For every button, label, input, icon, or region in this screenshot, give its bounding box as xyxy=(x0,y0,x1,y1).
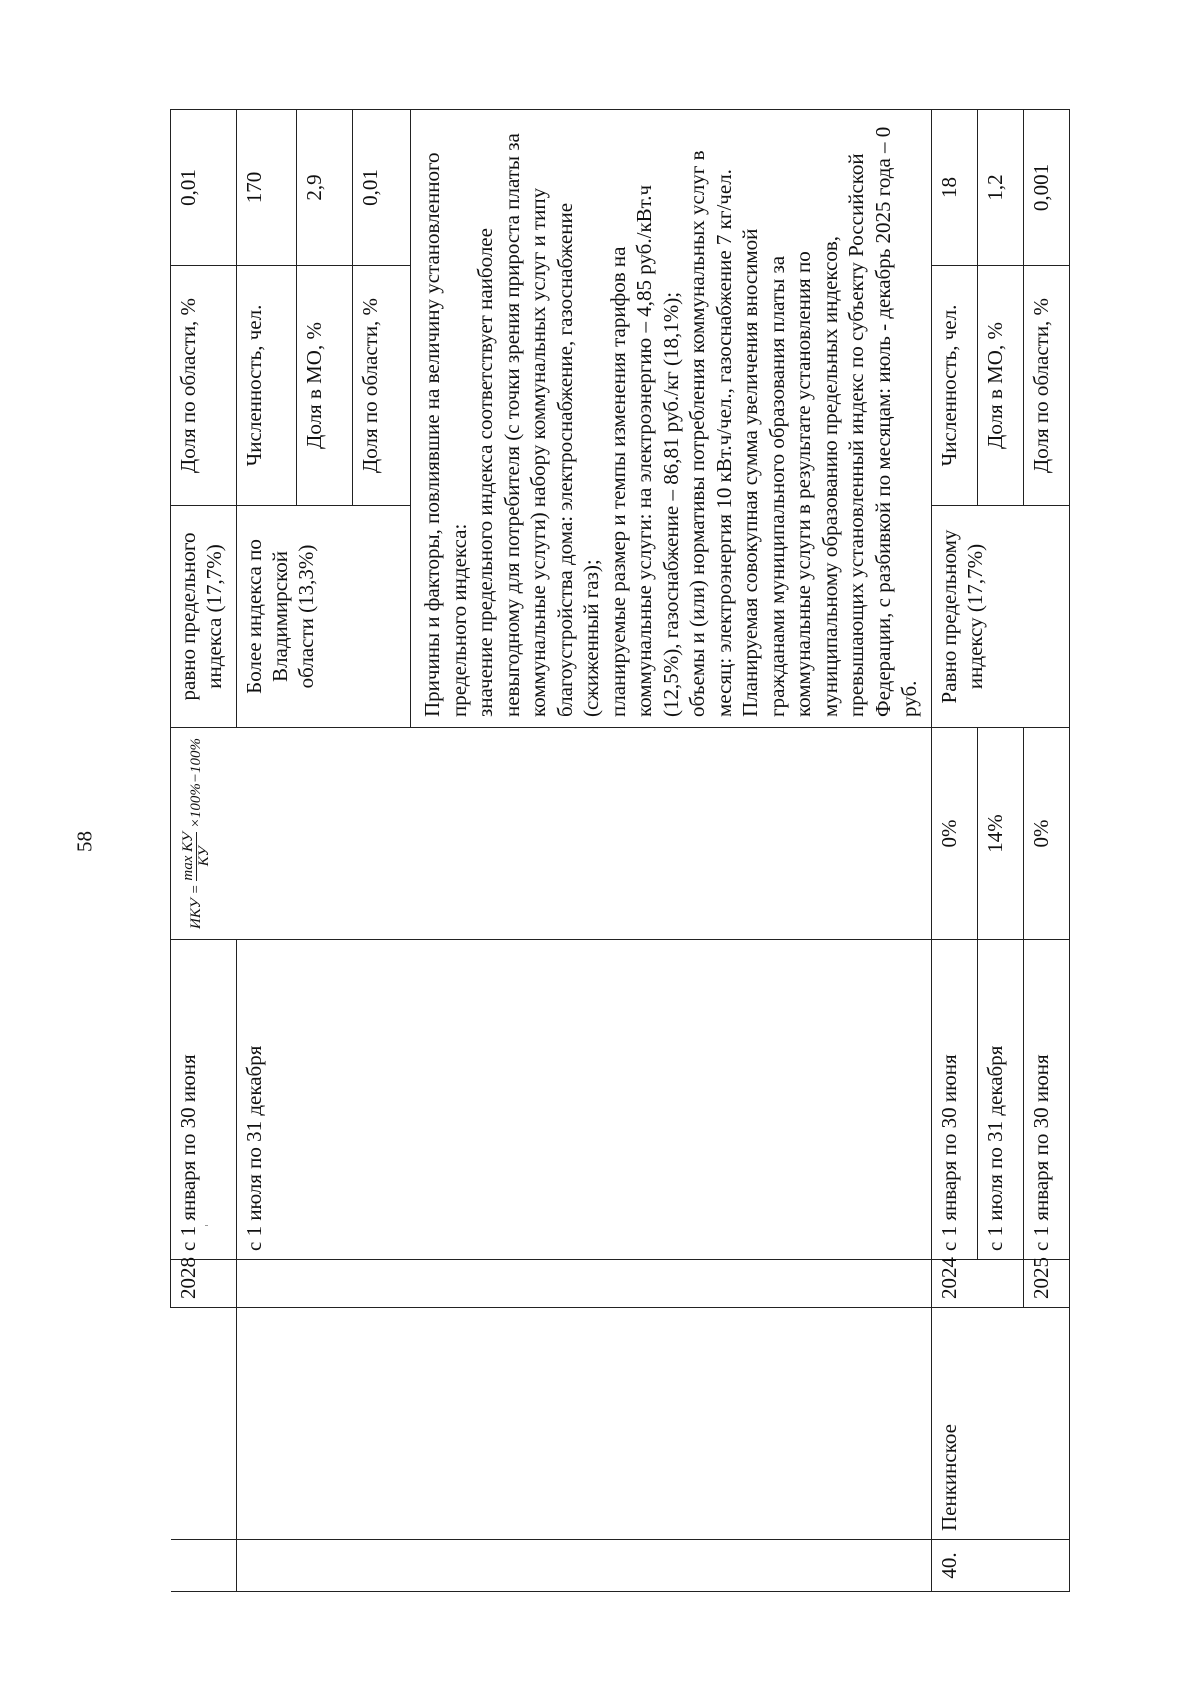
row-number: 40. xyxy=(931,1540,1069,1592)
period-cell: с 1 июля по 31 декабря xyxy=(237,940,932,1260)
reason-paragraph: Планируемая совокупная сумма увеличения вносимой гражданами муниципального образования платы за коммунальные услуги в результате установления по муниципальному образованию предельных индексов, превышающих установленный индекс по субъекту Российской Федерации, с разбивкой по месяцам: июль - декабрь 2025 года – 0 руб. xyxy=(738,126,921,717)
formula-numerator: max КУ xyxy=(180,832,196,881)
cell-empty xyxy=(237,1540,932,1592)
reasons-cell xyxy=(411,110,932,728)
period-cell: с 1 января по 30 июня xyxy=(171,940,237,1260)
metric-cell: Численность, чел. xyxy=(237,266,297,506)
value-cell: 1,2 xyxy=(977,110,1023,266)
cell-empty xyxy=(237,1260,932,1308)
period-cell: с 1 января по 30 июня xyxy=(931,940,977,1260)
value-cell: 170 xyxy=(237,110,297,266)
metric-cell: Доля по области, % xyxy=(1023,266,1069,506)
rotated-table-container xyxy=(170,110,1070,1592)
cell-empty xyxy=(171,1308,237,1540)
metric-cell: Доля по области, % xyxy=(171,266,237,506)
reason-paragraph: значение предельного индекса соответствует наиболее невыгодному для потребителя (с точки зрения прироста платы за коммунальные услуги) набору коммунальных услуг и типу благоустройства дома: электроснабжение, газоснабжение (сжиженный газ); xyxy=(473,133,603,717)
index-value: 0% xyxy=(931,728,977,940)
index-value: 0% xyxy=(1023,728,1069,940)
cell-empty xyxy=(171,1540,237,1592)
formula-lhs: ИКУ xyxy=(187,898,204,929)
formula-fraction xyxy=(181,832,212,881)
condition-cell: равно предельного индекса (17,7%) xyxy=(171,506,237,728)
value-cell: 0,01 xyxy=(353,110,411,266)
period-cell: с 1 июля по 31 декабря xyxy=(977,940,1023,1260)
metric-cell: Численность, чел. xyxy=(931,266,977,506)
reason-heading: Причины и факторы, повлиявшие на величину установленного предельного индекса: xyxy=(420,152,471,717)
metric-cell: Доля в МО, % xyxy=(297,266,353,506)
condition-cell: Равно предельному индексу (17,7%) xyxy=(931,506,1069,728)
year-cell: 2025 xyxy=(1023,1260,1069,1308)
value-cell: 18 xyxy=(931,110,977,266)
reason-paragraph: планируемые размер и темпы изменения тарифов на коммунальные услуги: на электроэнергию – 4,85 руб./кВт.ч (12,5%), газоснабжение – 86,81 руб./кг (18,1%); xyxy=(605,184,683,717)
formula-tail: ×100%−100% xyxy=(187,738,204,829)
municipality-name: Пенкинское xyxy=(931,1308,1069,1540)
reason-paragraph: объемы и (или) нормативы потребления коммунальных услуг в месяц: электроэнергия 10 кВт.ч/чел., газоснабжение 7 кг/чел. xyxy=(685,150,736,717)
tariff-index-table xyxy=(170,109,1070,1592)
period-cell: с 1 января по 30 июня xyxy=(1023,940,1069,1260)
condition-cell: Более индекса по Владимирской области (13,3%) xyxy=(237,506,411,728)
formula-cell: ИКУ = max КУ КУ ×100%−100% xyxy=(171,728,932,940)
table-row xyxy=(171,110,237,1592)
table-row xyxy=(931,110,977,1592)
year-cell: 2028 xyxy=(171,1260,237,1308)
value-cell: 2,9 xyxy=(297,110,353,266)
page-number: 58 xyxy=(72,831,97,852)
metric-cell: Доля в МО, % xyxy=(977,266,1023,506)
value-cell: 0,01 xyxy=(171,110,237,266)
value-cell: 0,001 xyxy=(1023,110,1069,266)
metric-cell: Доля по области, % xyxy=(353,266,411,506)
index-value: 14% xyxy=(977,728,1023,940)
formula-denominator: КУ xyxy=(196,846,212,867)
cell-empty xyxy=(237,1308,932,1540)
year-cell: 2024 xyxy=(931,1260,1023,1308)
